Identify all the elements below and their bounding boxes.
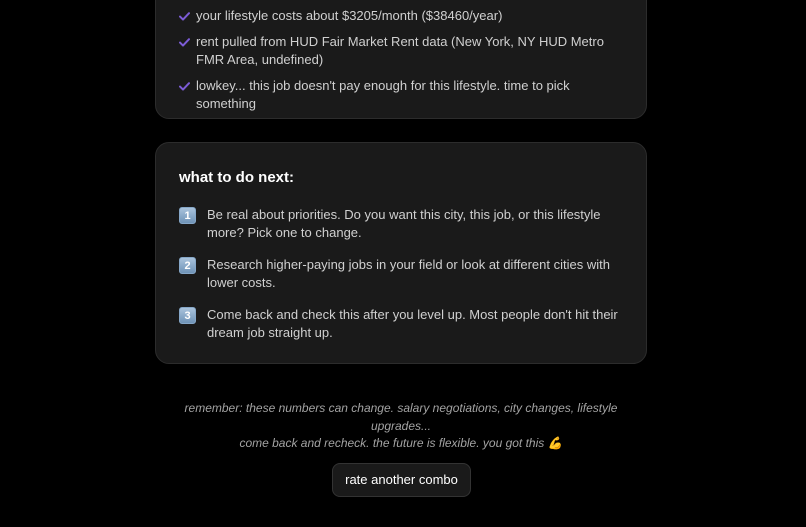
next-steps-title: what to do next:: [179, 169, 294, 186]
keycap-one-icon: 1: [179, 207, 196, 224]
summary-item: [179, 77, 619, 113]
next-steps-list: [179, 206, 619, 356]
checkmark-icon: [179, 77, 196, 95]
next-step-text: Come back and check this after you level up. Most people don't hit their dream job straight up.: [207, 307, 618, 340]
checkmark-icon: [179, 7, 196, 25]
next-step-text: Research higher-paying jobs in your field or look at different cities with lower costs.: [207, 257, 610, 290]
next-step-text: Be real about priorities. Do you want this city, this job, or this lifestyle more? Pick one to change.: [207, 207, 601, 240]
summary-item-text: lowkey... this job doesn't pay enough for this lifestyle. time to pick something: [196, 78, 570, 111]
summary-item: [179, 33, 619, 69]
next-step-item: [179, 306, 619, 356]
checkmark-icon: [179, 33, 196, 51]
summary-item: [179, 7, 619, 25]
remember-line-1: remember: these numbers can change. salary negotiations, city changes, lifestyle upgrades...: [184, 401, 618, 433]
summary-item-text: rent pulled from HUD Fair Market Rent data (New York, NY HUD Metro FMR Area, undefined): [196, 34, 604, 67]
keycap-two-icon: 2: [179, 257, 196, 274]
keycap-three-icon: 3: [179, 307, 196, 324]
remember-line-2: come back and recheck. the future is flexible. you got this: [239, 436, 545, 450]
remember-note: [155, 400, 647, 453]
next-step-item: [179, 256, 619, 306]
summary-card: [155, 0, 647, 119]
next-steps-card: [155, 142, 647, 364]
next-step-item: [179, 206, 619, 256]
summary-list: [179, 7, 619, 121]
summary-item-text: your lifestyle costs about $3205/month ($38460/year): [196, 8, 503, 23]
flexed-biceps-icon: 💪: [547, 436, 563, 450]
rate-another-combo-button[interactable]: rate another combo: [332, 463, 471, 497]
